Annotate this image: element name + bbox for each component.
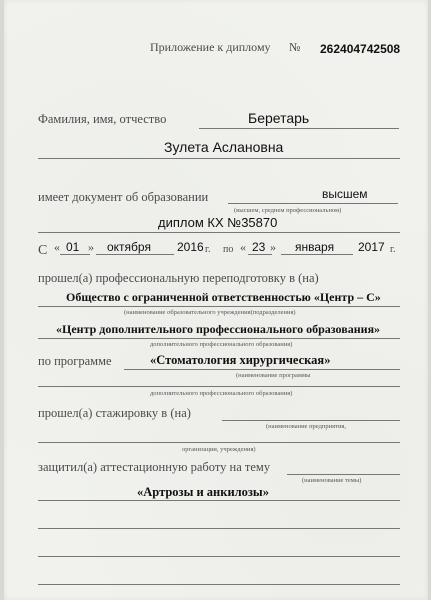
thesis-value: «Артрозы и анкилозы» bbox=[137, 485, 269, 499]
to-day-line bbox=[248, 254, 272, 255]
number-sign: № bbox=[289, 40, 301, 54]
education-level-line bbox=[228, 203, 398, 204]
from-month-value: октября bbox=[107, 240, 151, 254]
to-year-value: 2017 bbox=[358, 240, 385, 254]
given-names-value: Зулета Аслановна bbox=[164, 139, 284, 155]
thesis-value-line bbox=[38, 500, 400, 501]
education-label: имеет документ об образовании bbox=[38, 190, 209, 204]
blank-line-3 bbox=[38, 584, 400, 585]
diploma-value: диплом КХ №35870 bbox=[158, 215, 278, 230]
program-label: по программе bbox=[38, 354, 112, 368]
center-hint: дополнительного профессионального образования) bbox=[150, 341, 293, 348]
surname-line bbox=[199, 128, 399, 129]
from-year-suffix: г. bbox=[205, 244, 211, 255]
diploma-line bbox=[38, 232, 400, 233]
to-month-line bbox=[281, 254, 353, 255]
from-day-quote-close: » bbox=[88, 240, 94, 254]
period-to-prefix: по bbox=[223, 244, 234, 255]
from-month-line bbox=[96, 254, 174, 255]
from-year-value: 2016 bbox=[177, 240, 204, 254]
retraining-center: «Центр дополнительного профессионального образования» bbox=[56, 322, 381, 336]
program-line-2 bbox=[38, 386, 400, 387]
from-day-line bbox=[60, 254, 90, 255]
diploma-number: 262404742508 bbox=[320, 42, 401, 56]
to-day-quote-close: » bbox=[270, 240, 276, 254]
to-year-suffix: г. bbox=[390, 244, 396, 255]
supplement-label: Приложение к диплому bbox=[150, 40, 271, 54]
period-from-prefix: С bbox=[38, 243, 48, 258]
program-hint-2: дополнительного профессионального образования) bbox=[150, 390, 293, 397]
internship-hint: (наименование предприятия, bbox=[266, 423, 347, 430]
diploma-supplement-page bbox=[4, 0, 428, 600]
internship-line bbox=[222, 420, 400, 421]
to-day-quote-open: « bbox=[240, 240, 246, 254]
center-line bbox=[38, 338, 400, 339]
education-level-hint: (высшем, среднем профессиональном) bbox=[234, 207, 342, 214]
internship-label: прошел(а) стажировку в (на) bbox=[38, 406, 191, 420]
internship-hint-2: организации, учреждения) bbox=[182, 446, 256, 453]
organization-hint: (наименование образовательного учреждения(подразделения) bbox=[124, 309, 296, 316]
from-day-value: 01 bbox=[66, 240, 80, 254]
name-label: Фамилия, имя, отчество bbox=[38, 112, 167, 126]
thesis-label: защитил(а) аттестационную работу на тему bbox=[38, 460, 271, 474]
thesis-hint: (наименование темы) bbox=[302, 477, 362, 484]
organization-line bbox=[38, 306, 400, 307]
given-names-line bbox=[38, 158, 400, 159]
program-line bbox=[124, 369, 400, 370]
program-value: «Стоматология хирургическая» bbox=[150, 353, 331, 367]
from-day-quote-open: « bbox=[54, 240, 60, 254]
surname-value: Беретарь bbox=[248, 110, 310, 126]
thesis-line bbox=[287, 474, 400, 475]
blank-line-2 bbox=[38, 556, 400, 557]
retraining-organization: Общество с ограниченной ответственностью «Центр – С» bbox=[66, 290, 381, 304]
internship-line-2 bbox=[38, 442, 400, 443]
program-hint: (наименование программы bbox=[236, 372, 311, 379]
to-month-value: января bbox=[295, 240, 335, 254]
education-level-value: высшем bbox=[322, 187, 368, 201]
retraining-label: прошел(а) профессиональную переподготовку в (на) bbox=[38, 271, 319, 285]
blank-line-1 bbox=[38, 528, 400, 529]
to-day-value: 23 bbox=[252, 240, 266, 254]
